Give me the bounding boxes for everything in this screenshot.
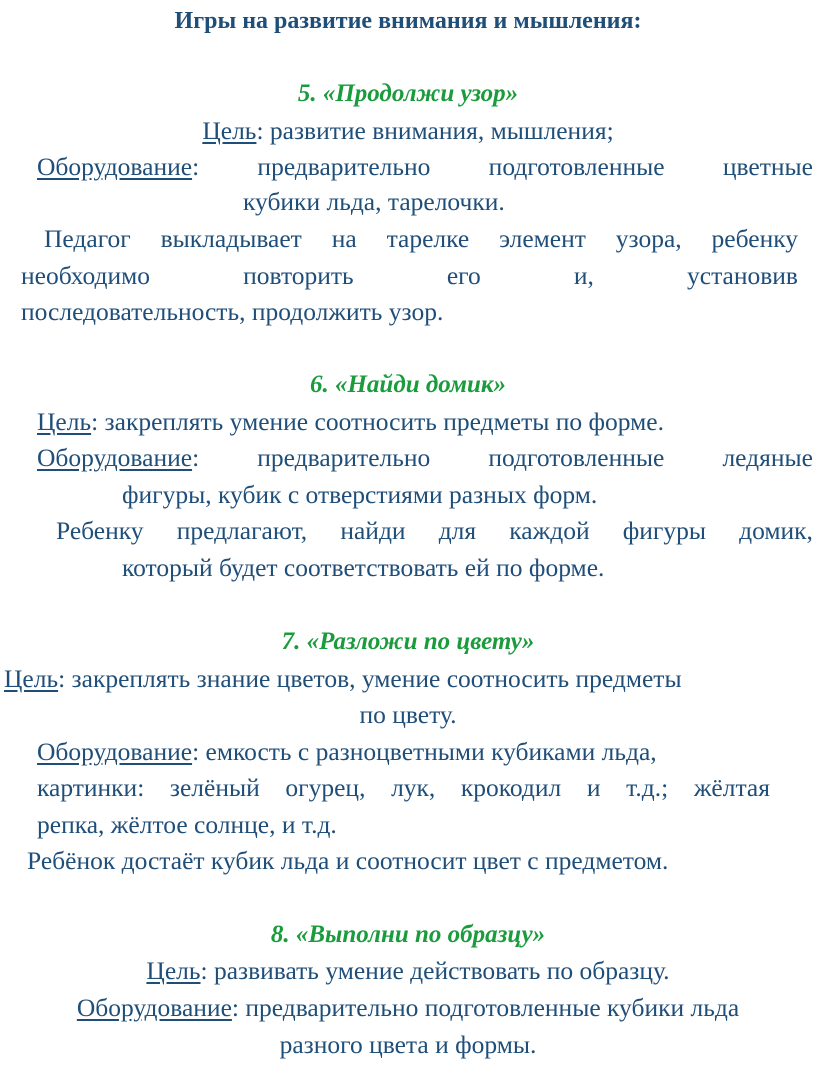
game-7-equipment-line-2: картинки: зелёный огурец, лук, крокодил и т.д.; жёлтая [37,773,770,802]
game-8-title: 8. «Выполни по образцу» [270,921,546,948]
game-8-equipment-line-1: Оборудование: предварительно подготовленные кубики льда [76,993,740,1022]
game-7-goal-line-2: по цвету. [359,700,457,729]
game-5-description-line-1: Педагог выкладывает на тарелке элемент узора, ребенку [44,224,798,253]
goal-label: Цель [4,664,59,693]
game-7-title: 7. «Разложи по цвету» [281,628,535,655]
game-8-equipment-line-2: разного цвета и формы. [279,1030,537,1059]
equipment-label: Оборудование [76,993,232,1022]
equipment-label: Оборудование [37,152,193,181]
equipment-label: Оборудование [37,443,193,472]
game-7-goal-text: : закреплять знание цветов, умение соотносить предметы [58,664,682,693]
game-6-equipment-line-1: Оборудование: предварительно подготовленные ледяные [37,443,813,472]
game-6-goal [37,407,664,437]
game-7-equipment-line-3: репка, жёлтое солнце, и т.д. [37,810,337,839]
game-5-goal [0,116,816,146]
game-5-equipment-line-1: Оборудование: предварительно подготовленные цветные [37,152,813,181]
game-6-description-line-1: Ребенку предлагают, найди для каждой фигуры домик, [56,516,813,545]
game-6-equipment-line-2: фигуры, кубик с отверстиями разных форм. [122,480,598,509]
game-5-title: 5. «Продолжи узор» [297,80,519,107]
game-6-goal-text: : закреплять умение соотносить предметы по форме. [91,407,664,436]
game-8-goal [0,956,816,986]
page-title: Игры на развитие внимания и мышления: [174,8,642,34]
game-5-description-line-3: последовательность, продолжить узор. [21,297,444,326]
game-7-equipment-line-1: Оборудование: емкость с разноцветными кубиками льда, [37,737,657,766]
game-6-title: 6. «Найди домик» [309,371,507,398]
game-5-equipment-line-2: кубики льда, тарелочки. [243,187,505,216]
game-7-description: Ребёнок достаёт кубик льда и соотносит цвет с предметом. [27,846,669,875]
game-7-goal [4,664,682,694]
goal-label: Цель [202,116,257,145]
game-6-description-line-2: который будет соответствовать ей по форме. [122,553,605,582]
goal-label: Цель [37,407,92,436]
game-8-goal-text: : развивать умение действовать по образцу. [200,956,670,985]
game-5-description-line-2: необходимо повторить его и, установив [21,261,798,290]
equipment-label: Оборудование [37,737,193,766]
game-5-goal-text: : развитие внимания, мышления; [256,116,614,145]
goal-label: Цель [146,956,201,985]
